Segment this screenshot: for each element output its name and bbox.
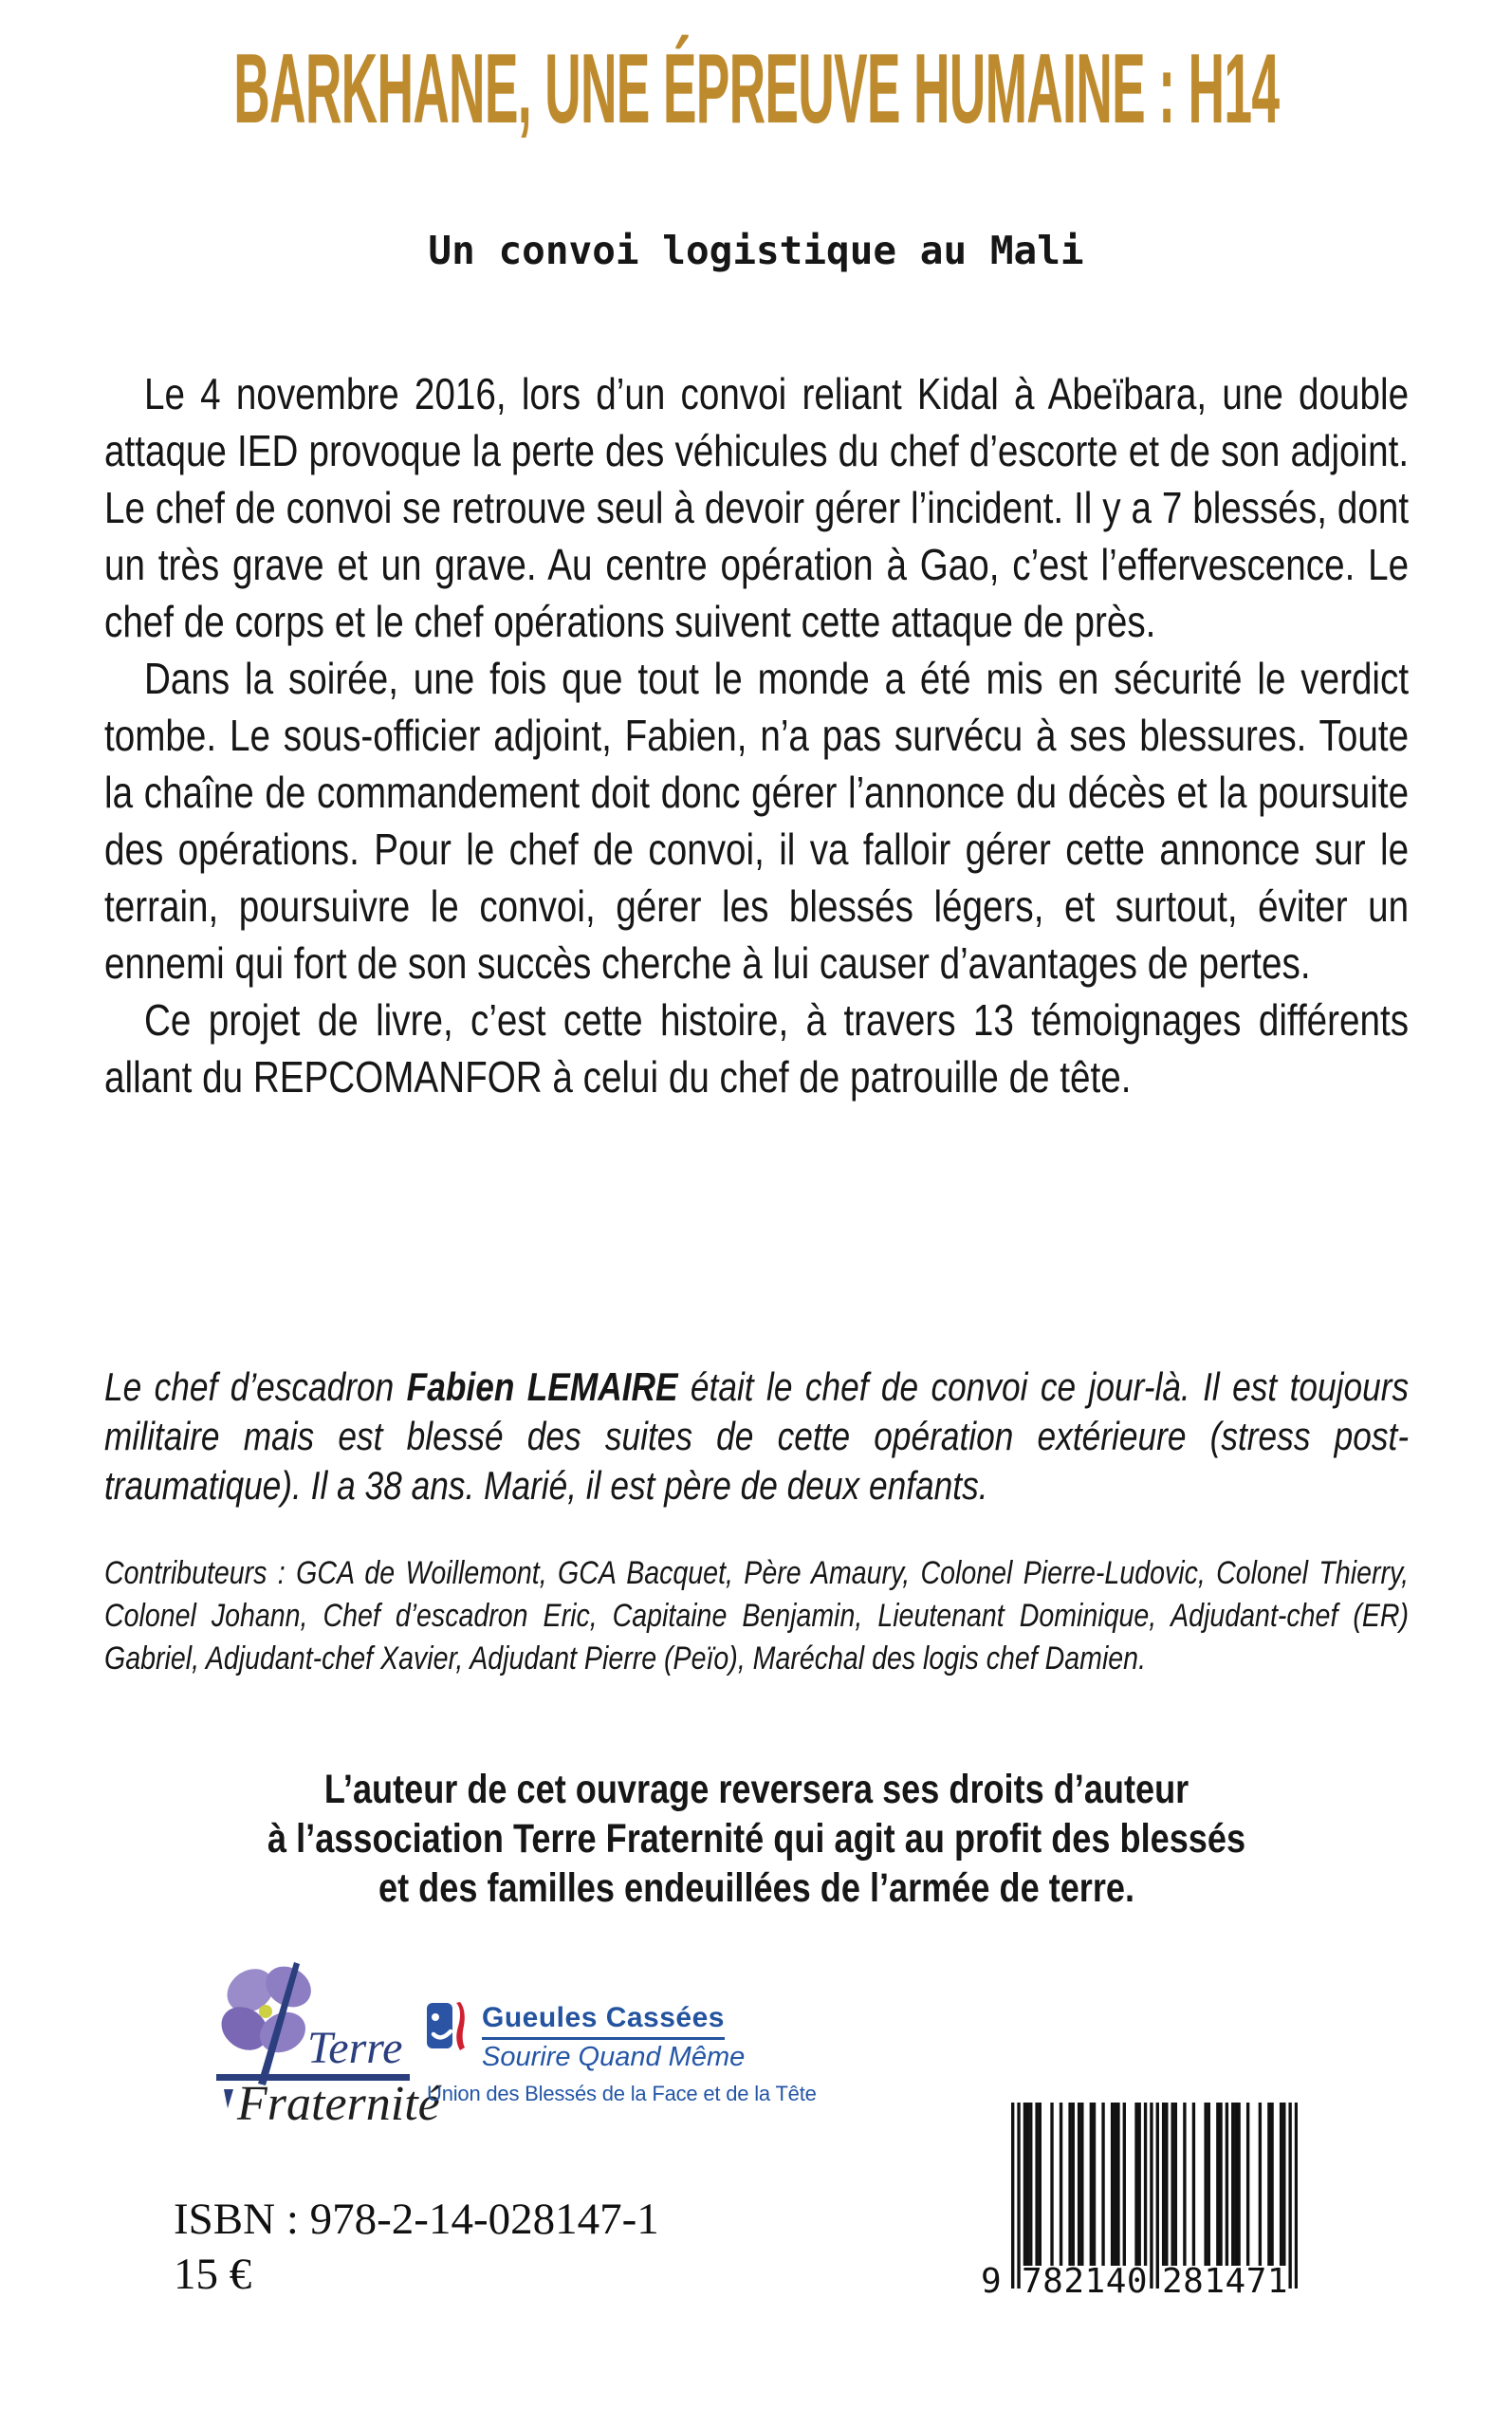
book-title: BARKHANE, UNE ÉPREUVE HUMAINE : H14	[232, 34, 1280, 144]
author-bio-prefix: Le chef d’escadron	[104, 1364, 407, 1409]
contributors: Contributeurs : GCA de Woillemont, GCA Bacquet, Père Amaury, Colonel Pierre-Ludovic, Colonel Thierry, Colonel Johann, Chef d’escadron Eric, Capitaine Benjamin, Lieutenant Dominique, Adjudant-chef (ER) Gabriel, Adjudant-chef Xavier, Adjudant Pierre (Peïo), Maréchal des logis chef Damien.	[104, 1555, 1410, 1677]
subtitle-row	[0, 228, 1512, 273]
gc-name: Gueules Cassées	[482, 2002, 725, 2040]
synopsis	[104, 365, 1409, 1105]
barcode-digit-group2: 281471	[1162, 2262, 1289, 2301]
isbn-text: ISBN : 978-2-14-028147-1	[174, 2195, 659, 2244]
tf-wordmark-terre: Terre	[307, 2023, 403, 2073]
donation-line: et des familles endeuillées de l’armée de terre.	[378, 1865, 1135, 1911]
barcode-digit-group1: 782140	[1022, 2262, 1149, 2301]
donation-notice	[104, 1765, 1409, 1913]
title-row	[0, 34, 1512, 144]
author-bio-suffix: était le chef de convoi ce jour-là. Il est toujours militaire mais est blessé des suites de cette opération extérieure (stress post-traumatique). Il a 38 ans. Marié, il est père de deux enfants.	[104, 1364, 1410, 1508]
synopsis-paragraph-2: Dans la soirée, une fois que tout le monde a été mis en sécurité le verdict tombe. Le sous-officier adjoint, Fabien, n’a pas survécu à ses blessures. Toute la chaîne de commandement doit donc gérer l’annonce du décès et la poursuite des opérations. Pour le chef de convoi, il va falloir gérer cette annonce sur le terrain, poursuivre le convoi, gérer les blessés légers, et surtout, éviter un ennemi qui fort de son succès cherche à lui causer d’avantages de pertes.	[104, 654, 1410, 988]
author-bio	[104, 1362, 1409, 1510]
footer	[174, 2192, 659, 2302]
price-text: 15 €	[174, 2250, 252, 2299]
barcode-digit-first: 9	[981, 2262, 1003, 2301]
synopsis-paragraph-1: Le 4 novembre 2016, lors d’un convoi reliant Kidal à Abeïbara, une double attaque IED provoque la perte des véhicules du chef d’escorte et de son adjoint. Le chef de convoi se retrouve seul à devoir gérer l’incident. Il y a 7 blessés, dont un très grave et un grave. Au centre opération à Gao, c’est l’effervescence. Le chef de corps et le chef opérations suivent cette attaque de près.	[104, 369, 1410, 646]
synopsis-paragraph-3: Ce projet de livre, c’est cette histoire, à travers 13 témoignages différents allant du REPCOMANFOR à celui du chef de patrouille de tête.	[104, 995, 1410, 1102]
gueules-cassees-icon	[427, 2002, 467, 2053]
barcode-bars	[1011, 2103, 1298, 2289]
book-subtitle: Un convoi logistique au Mali	[428, 228, 1084, 273]
tf-wordmark-fraternite: Fraternité	[237, 2077, 440, 2131]
gc-tagline: Sourire Quand Même	[482, 2042, 746, 2072]
gc-union-text: Union des Blessés de la Face et de la Tête	[427, 2082, 817, 2105]
donation-line: L’auteur de cet ouvrage reversera ses droits d’auteur	[323, 1767, 1189, 1812]
barcode	[981, 2103, 1298, 2304]
donation-line: à l’association Terre Fraternité qui agit au profit des blessés	[267, 1816, 1246, 1862]
gueules-cassees-logo	[427, 2002, 825, 2106]
author-name: Fabien LEMAIRE	[406, 1364, 678, 1409]
